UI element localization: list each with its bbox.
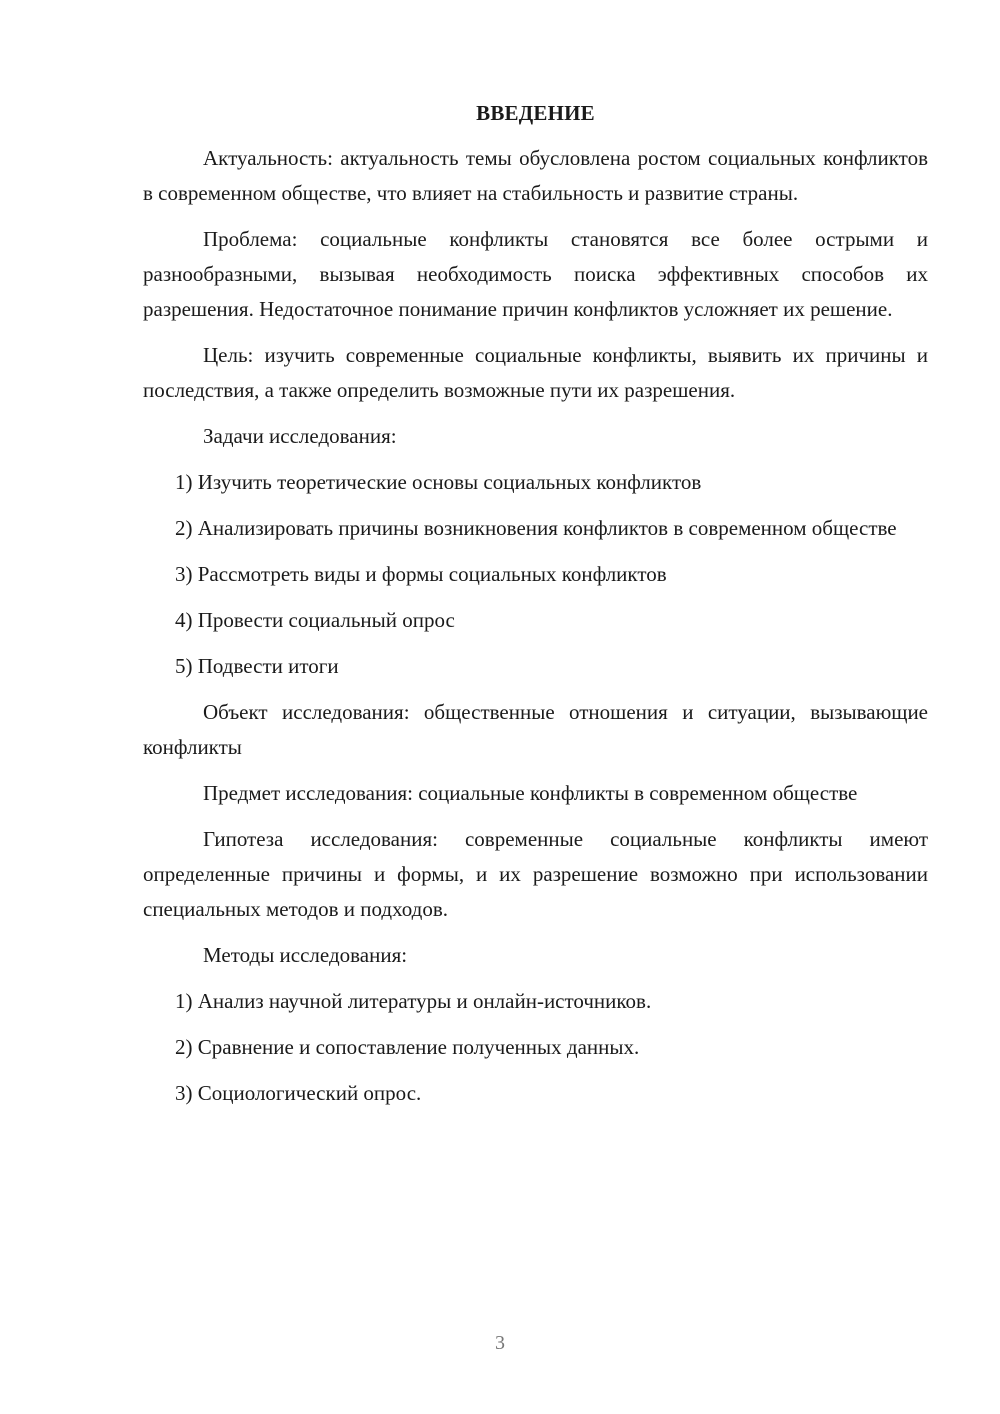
object-paragraph: Объект исследования: общественные отношения и ситуации, вызывающие конфликты	[143, 700, 928, 759]
hypothesis-paragraph: Гипотеза исследования: современные социальные конфликты имеют определенные причины и формы, и их разрешение возможно при использовании специальных методов и подходов.	[143, 827, 928, 921]
task-item: 4) Провести социальный опрос	[175, 608, 455, 632]
methods-heading: Методы исследования:	[203, 943, 408, 967]
task-item: 2) Анализировать причины возникновения конфликтов в современном обществе	[175, 516, 897, 540]
page-content	[143, 96, 928, 1122]
subject-paragraph: Предмет исследования: социальные конфликты в современном обществе	[203, 781, 858, 805]
relevance-paragraph: Актуальность: актуальность темы обусловлена ростом социальных конфликтов в современном обществе, что влияет на стабильность и развитие страны.	[143, 146, 928, 205]
task-item: 1) Изучить теоретические основы социальных конфликтов	[175, 470, 702, 494]
page-title: ВВЕДЕНИЕ	[476, 101, 595, 125]
tasks-heading: Задачи исследования:	[203, 424, 397, 448]
method-item: 2) Сравнение и сопоставление полученных данных.	[175, 1035, 640, 1059]
task-item: 3) Рассмотреть виды и формы социальных конфликтов	[175, 562, 667, 586]
page-number: 3	[495, 1332, 505, 1354]
goal-paragraph: Цель: изучить современные социальные конфликты, выявить их причины и последствия, а также определить возможные пути их разрешения.	[143, 343, 928, 402]
problem-paragraph: Проблема: социальные конфликты становятся все более острыми и разнообразными, вызывая необходимость поиска эффективных способов их разрешения. Недостаточное понимание причин конфликтов усложняет их решение.	[143, 227, 928, 321]
method-item: 3) Социологический опрос.	[175, 1081, 422, 1105]
method-item: 1) Анализ научной литературы и онлайн-источников.	[175, 989, 652, 1013]
task-item: 5) Подвести итоги	[175, 654, 339, 678]
